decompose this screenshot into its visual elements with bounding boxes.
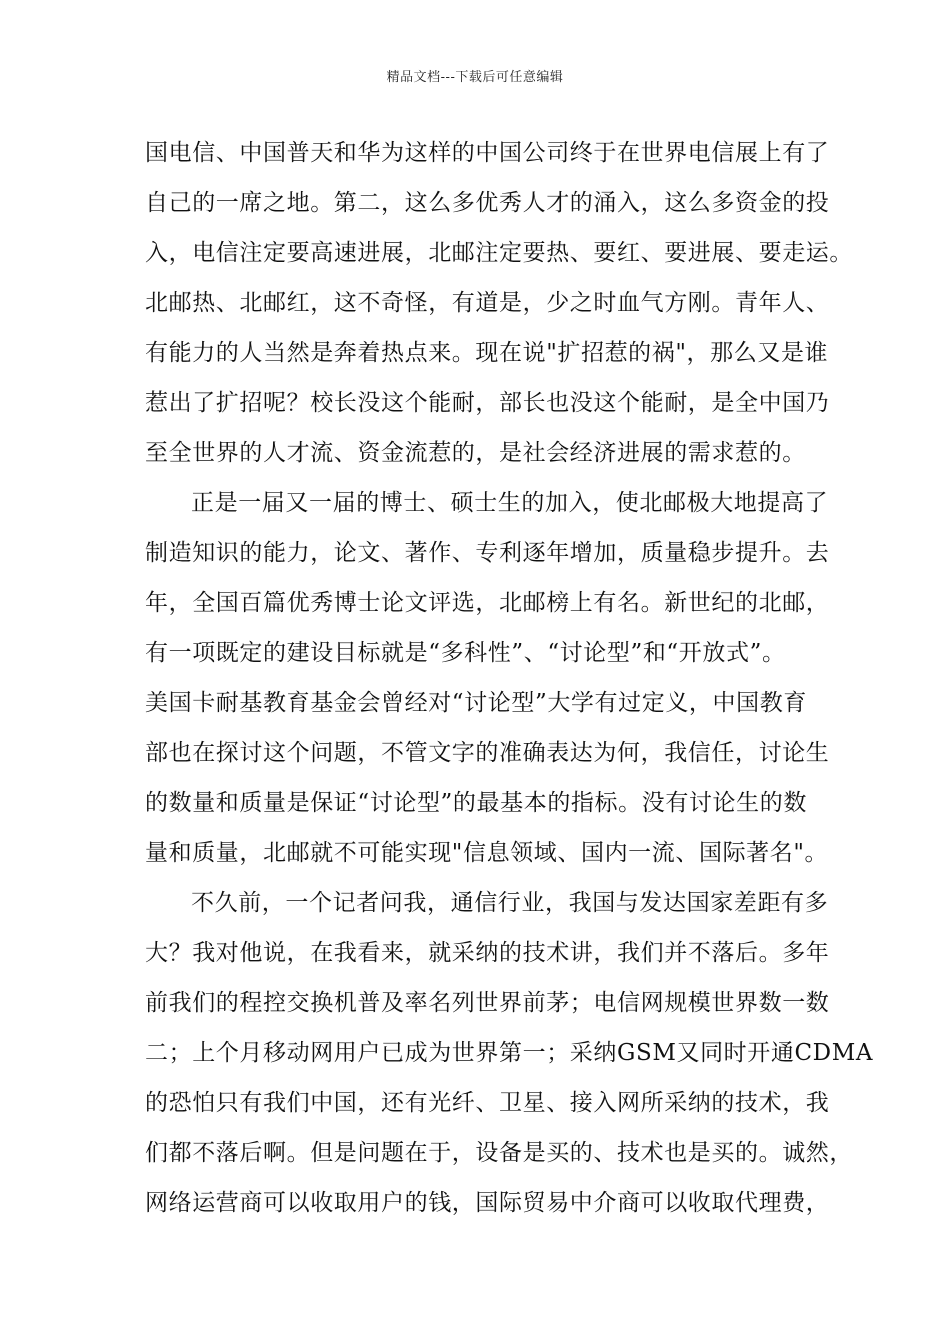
text-line: 美国卡耐基教育基金会曾经对“讨论型”大学有过定义，中国教育 [145,690,807,716]
text-line: 至全世界的人才流、资金流惹的，是社会经济进展的需求惹的。 [145,440,806,466]
text-line: 自己的一席之地。第二，这么多优秀人才的涌入，这么多资金的投 [145,190,830,216]
text-line: 年，全国百篇优秀博士论文评选，北邮榜上有名。新世纪的北邮， [145,590,830,616]
text-line: 网络运营商可以收取用户的钱，国际贸易中介商可以收取代理费， [145,1190,830,1216]
text-line: 二；上个月移动网用户已成为世界第一；采纳GSM又同时开通CDMA [145,1040,874,1066]
text-line: 有一项既定的建设目标就是“多科性”、“讨论型”和“开放式”。 [145,640,786,666]
text-line: 们都不落后啊。但是问题在于，设备是买的、技术也是买的。诚然， [145,1140,853,1166]
paragraph [145,878,874,1228]
text-line: 入，电信注定要高速进展，北邮注定要热、要红、要进展、要走运。 [145,240,853,266]
text-line: 国电信、中国普天和华为这样的中国公司终于在世界电信展上有了 [145,140,830,166]
text-line: 不久前，一个记者问我，通信行业，我国与发达国家差距有多 [191,890,829,916]
text-line: 前我们的程控交换机普及率名列世界前茅；电信网规模世界数一数 [145,990,830,1016]
text-line: 有能力的人当然是奔着热点来。现在说"扩招惹的祸"，那么又是谁 [145,340,829,366]
text-line: 部也在探讨这个问题，不管文字的准确表达为何，我信任，讨论生 [145,740,830,766]
text-line: 大？我对他说，在我看来，就采纳的技术讲，我们并不落后。多年 [145,940,830,966]
text-line: 的恐怕只有我们中国，还有光纤、卫星、接入网所采纳的技术，我 [145,1090,830,1116]
text-line: 北邮热、北邮红，这不奇怪，有道是，少之时血气方刚。青年人、 [145,290,830,316]
text-line: 惹出了扩招呢？校长没这个能耐，部长也没这个能耐，是全中国乃 [145,390,830,416]
paragraph [145,128,853,478]
text-line: 正是一届又一届的博士、硕士生的加入，使北邮极大地提高了 [191,490,829,516]
text-line: 量和质量，北邮就不可能实现"信息领域、国内一流、国际著名"。 [145,840,829,866]
paragraph [145,478,830,878]
document-body [145,128,874,1228]
text-line: 的数量和质量是保证“讨论型”的最基本的指标。没有讨论生的数 [145,790,807,816]
page-header: 精品文档---下载后可任意编辑 [386,70,564,85]
text-line: 制造知识的能力，论文、著作、专利逐年增加，质量稳步提升。去 [145,540,830,566]
